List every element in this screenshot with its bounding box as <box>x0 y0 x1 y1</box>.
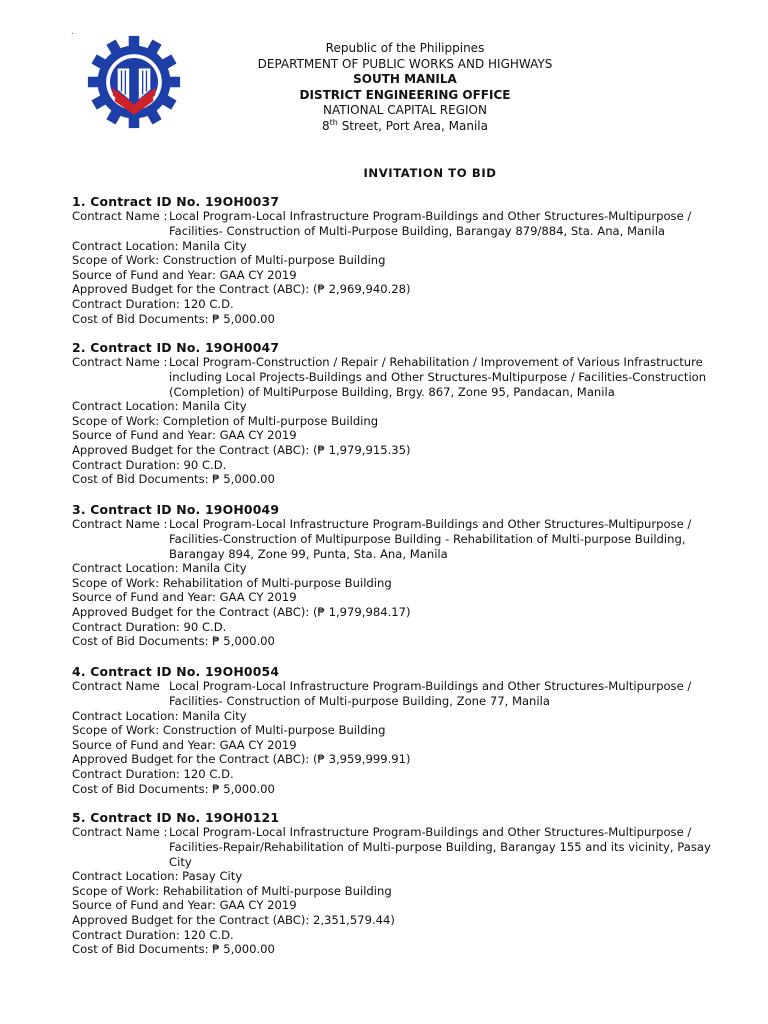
scope-of-work: Scope of Work: Construction of Multi-purpose Building <box>72 253 386 268</box>
cost-of-bid-documents: Cost of Bid Documents: ₱ 5,000.00 <box>72 781 275 796</box>
source-of-fund: Source of Fund and Year: GAA CY 2019 <box>72 737 297 752</box>
contract-name <box>72 209 708 224</box>
contract-name-line: Local Program-Local Infrastructure Program-Buildings and Other Structures-Multipurpose / <box>169 825 692 840</box>
source-of-fund: Source of Fund and Year: GAA CY 2019 <box>72 898 297 913</box>
contract-name <box>72 825 708 840</box>
scope-of-work: Scope of Work: Construction of Multi-purpose Building <box>72 723 386 738</box>
contract-name-line: Barangay 894, Zone 99, Punta, Sta. Ana, Manila <box>169 546 448 561</box>
header-south-manila: SOUTH MANILA <box>353 72 457 87</box>
header-address <box>200 119 610 135</box>
contract-name-label: Contract Name : <box>72 825 168 840</box>
contract-name-line: Local Program-Local Infrastructure Program-Buildings and Other Structures-Multipurpose / <box>169 517 692 532</box>
contract-location: Contract Location: Manila City <box>72 238 247 253</box>
contract-block <box>72 340 708 487</box>
header-region: NATIONAL CAPITAL REGION <box>323 103 487 118</box>
contract-block <box>72 502 708 649</box>
scope-of-work: Scope of Work: Completion of Multi-purpose Building <box>72 413 379 428</box>
contract-id: 5. Contract ID No. 19OH0121 <box>72 810 280 825</box>
contract-name-line: Facilities-Repair/Rehabilitation of Multi-purpose Building, Barangay 155 and its vicinity, Pasay <box>169 840 711 854</box>
cost-of-bid-documents: Cost of Bid Documents: ₱ 5,000.00 <box>72 634 275 649</box>
source-of-fund: Source of Fund and Year: GAA CY 2019 <box>72 428 297 443</box>
stray-dot: . <box>71 27 74 36</box>
approved-budget: Approved Budget for the Contract (ABC): (₱ 2,969,940.28) <box>72 282 411 297</box>
contract-name-line: Facilities- Construction of Multi-purpose Building, Zone 77, Manila <box>169 694 550 708</box>
contract-location: Contract Location: Manila City <box>72 399 247 414</box>
contract-id: 4. Contract ID No. 19OH0054 <box>72 664 280 679</box>
contract-location: Contract Location: Pasay City <box>72 869 243 884</box>
contract-name-line: Facilities-Construction of Multipurpose Building - Rehabilitation of Multi-purpose Building, <box>169 532 686 546</box>
contract-name-line: City <box>169 854 192 869</box>
contract-name <box>72 355 708 370</box>
approved-budget: Approved Budget for the Contract (ABC): (₱ 1,979,915.35) <box>72 442 411 457</box>
address-ordinal: th <box>329 117 338 127</box>
contract-name-line: (Completion) of MultiPurpose Building, Brgy. 867, Zone 95, Pandacan, Manila <box>169 384 615 399</box>
cost-of-bid-documents: Cost of Bid Documents: ₱ 5,000.00 <box>72 472 275 487</box>
contract-name-label: Contract Name : <box>72 355 168 370</box>
contract-name-line: Local Program-Local Infrastructure Program-Buildings and Other Structures-Multipurpose / <box>169 209 692 224</box>
contract-duration: Contract Duration: 120 C.D. <box>72 296 234 311</box>
approved-budget: Approved Budget for the Contract (ABC): 2,351,579.44) <box>72 912 395 927</box>
contract-id: 2. Contract ID No. 19OH0047 <box>72 340 280 355</box>
contract-name-label: Contract Name <box>72 679 160 694</box>
contract-block <box>72 194 708 326</box>
contract-block <box>72 810 711 957</box>
contract-name-line: Facilities- Construction of Multi-Purpose Building, Barangay 879/884, Sta. Ana, Manila <box>169 224 666 238</box>
contract-block <box>72 664 708 796</box>
approved-budget: Approved Budget for the Contract (ABC): (₱ 1,979,984.17) <box>72 604 411 619</box>
scope-of-work: Scope of Work: Rehabilitation of Multi-purpose Building <box>72 883 392 898</box>
contract-location: Contract Location: Manila City <box>72 561 247 576</box>
contract-name-label: Contract Name : <box>72 209 168 224</box>
address-street: Street, Port Area, Manila <box>337 118 488 133</box>
contract-duration: Contract Duration: 90 C.D. <box>72 619 227 634</box>
source-of-fund: Source of Fund and Year: GAA CY 2019 <box>72 590 297 605</box>
document-title: INVITATION TO BID <box>363 166 497 180</box>
contract-name <box>72 679 708 694</box>
contract-id: 3. Contract ID No. 19OH0049 <box>72 502 280 517</box>
scope-of-work: Scope of Work: Rehabilitation of Multi-purpose Building <box>72 575 392 590</box>
contract-id: 1. Contract ID No. 19OH0037 <box>72 194 280 209</box>
header-republic: Republic of the Philippines <box>325 41 485 55</box>
letterhead <box>200 41 610 135</box>
approved-budget: Approved Budget for the Contract (ABC): (₱ 3,959,999.91) <box>72 752 411 767</box>
cost-of-bid-documents: Cost of Bid Documents: ₱ 5,000.00 <box>72 311 275 326</box>
contract-duration: Contract Duration: 90 C.D. <box>72 457 227 472</box>
source-of-fund: Source of Fund and Year: GAA CY 2019 <box>72 267 297 282</box>
address-number: 8 <box>322 118 330 133</box>
contract-location: Contract Location: Manila City <box>72 708 247 723</box>
contract-duration: Contract Duration: 120 C.D. <box>72 927 234 942</box>
contract-name-line: including Local Projects-Buildings and Other Structures-Multipurpose / Facilities-Construction <box>169 370 707 384</box>
contract-name-value <box>169 209 708 224</box>
contract-name-label: Contract Name : <box>72 517 168 532</box>
contract-name-line: Local Program-Construction / Repair / Rehabilitation / Improvement of Various Infrastructure <box>169 355 703 370</box>
contract-name <box>72 517 708 532</box>
dpwh-gear-seal-icon <box>86 34 182 130</box>
header-district-office: DISTRICT ENGINEERING OFFICE <box>299 87 511 102</box>
cost-of-bid-documents: Cost of Bid Documents: ₱ 5,000.00 <box>72 942 275 957</box>
contract-name-line: Local Program-Local Infrastructure Program-Buildings and Other Structures-Multipurpose / <box>169 679 692 694</box>
contract-duration: Contract Duration: 120 C.D. <box>72 766 234 781</box>
header-department: DEPARTMENT OF PUBLIC WORKS AND HIGHWAYS <box>257 56 553 71</box>
